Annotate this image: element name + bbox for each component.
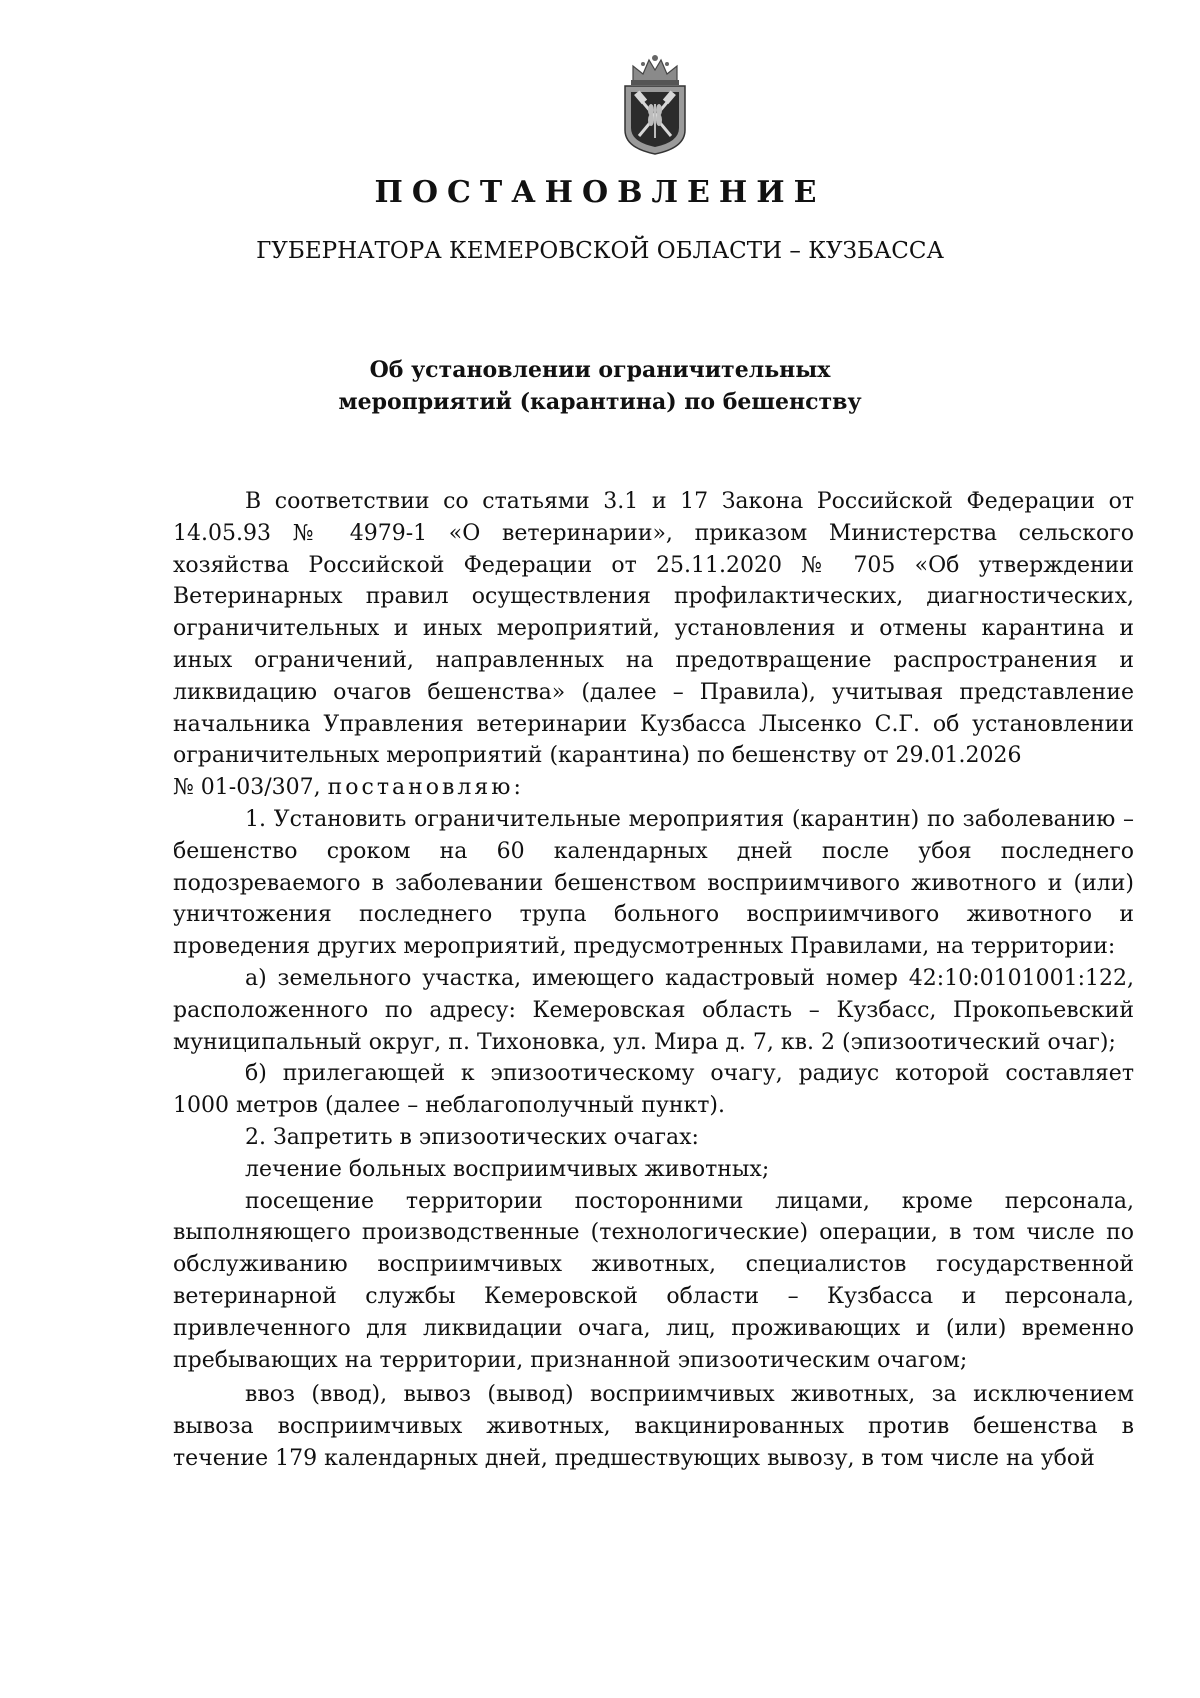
subject-line-1: Об установлении ограничительных: [369, 357, 831, 383]
preamble-text: В соответствии со статьями 3.1 и 17 Закона Российской Федерации от 14.05.93 № 4979-1 «О ветеринарии», приказом Министерства сельского хозяйства Российской Федерации от 25.11.2020 № 705 «Об утверждении Ветеринарных правил осуществления профилактических, диагностических, ограничительных и иных мероприятий, установления и отмены карантина и иных ограничений, направленных на предотвращение распространения и ликвидацию очагов бешенства» (далее – Правила), учитывая представление начальника Управления ветеринарии Кузбасса Лысенко С.Г. об установлении ограничительных мероприятий (карантина) по бешенству от 29.01.2026: [173, 489, 1134, 769]
item-2-point-2: посещение территории посторонними лицами, кроме персонала, выполняющего производственные (технологические) операции, в том числе по обслуживанию восприимчивых животных, специалистов государственной ветеринарной службы Кемеровской области – Кузбасса и персонала, привлеченного для ликвидации очага, лиц, проживающих и (или) временно пребывающих на территории, признанной эпизоотическим очагом;: [173, 1188, 1134, 1373]
document-type-title: ПОСТАНОВЛЕНИЕ: [374, 175, 826, 210]
item-2-paragraph: 2. Запретить в эпизоотических очагах:: [245, 1124, 699, 1150]
document-body: [173, 486, 1134, 1475]
preamble-paragraph: [173, 486, 1134, 772]
decree-word: постановляю: [327, 775, 514, 801]
preamble-end-text: № 01-03/307,: [173, 775, 328, 801]
item-2-point-3: ввоз (ввод), вывоз (вывод) восприимчивых животных, за исключением вывоза восприимчивых животных, вакцинированных против бешенства в течение 179 календарных дней, предшествующих вывозу, в том числе на убой: [173, 1382, 1134, 1471]
issuer-line: ГУБЕРНАТОРА КЕМЕРОВСКОЙ ОБЛАСТИ – КУЗБАССА: [256, 238, 944, 264]
preamble-end-paragraph: [173, 772, 1134, 804]
item-1b-paragraph: б) прилегающей к эпизоотическому очагу, радиус которой составляет 1000 метров (далее – неблагополучный пункт).: [173, 1061, 1134, 1119]
item-1a-paragraph: а) земельного участка, имеющего кадастровый номер 42:10:0101001:122, расположенного по адресу: Кемеровская область – Кузбасс, Прокопьевский муниципальный округ, п. Тихоновка, ул. Мира д. 7, кв. 2 (эпизоотический очаг);: [173, 965, 1134, 1055]
item-1-paragraph: 1. Установить ограничительные мероприятия (карантин) по заболеванию – бешенство сроком на 60 календарных дней после убоя последнего подозреваемого в заболевании бешенством восприимчивого животного и (или) уничтожения последнего трупа больного восприимчивого животного и проведения других мероприятий, предусмотренных Правилами, на территории:: [173, 806, 1134, 960]
item-2-point-1: лечение больных восприимчивых животных;: [245, 1156, 770, 1182]
document-subject: [0, 354, 1200, 418]
kuzbass-coat-of-arms-icon: [615, 52, 695, 156]
subject-line-2: мероприятий (карантина) по бешенству: [338, 389, 862, 415]
decree-colon: :: [513, 775, 521, 801]
